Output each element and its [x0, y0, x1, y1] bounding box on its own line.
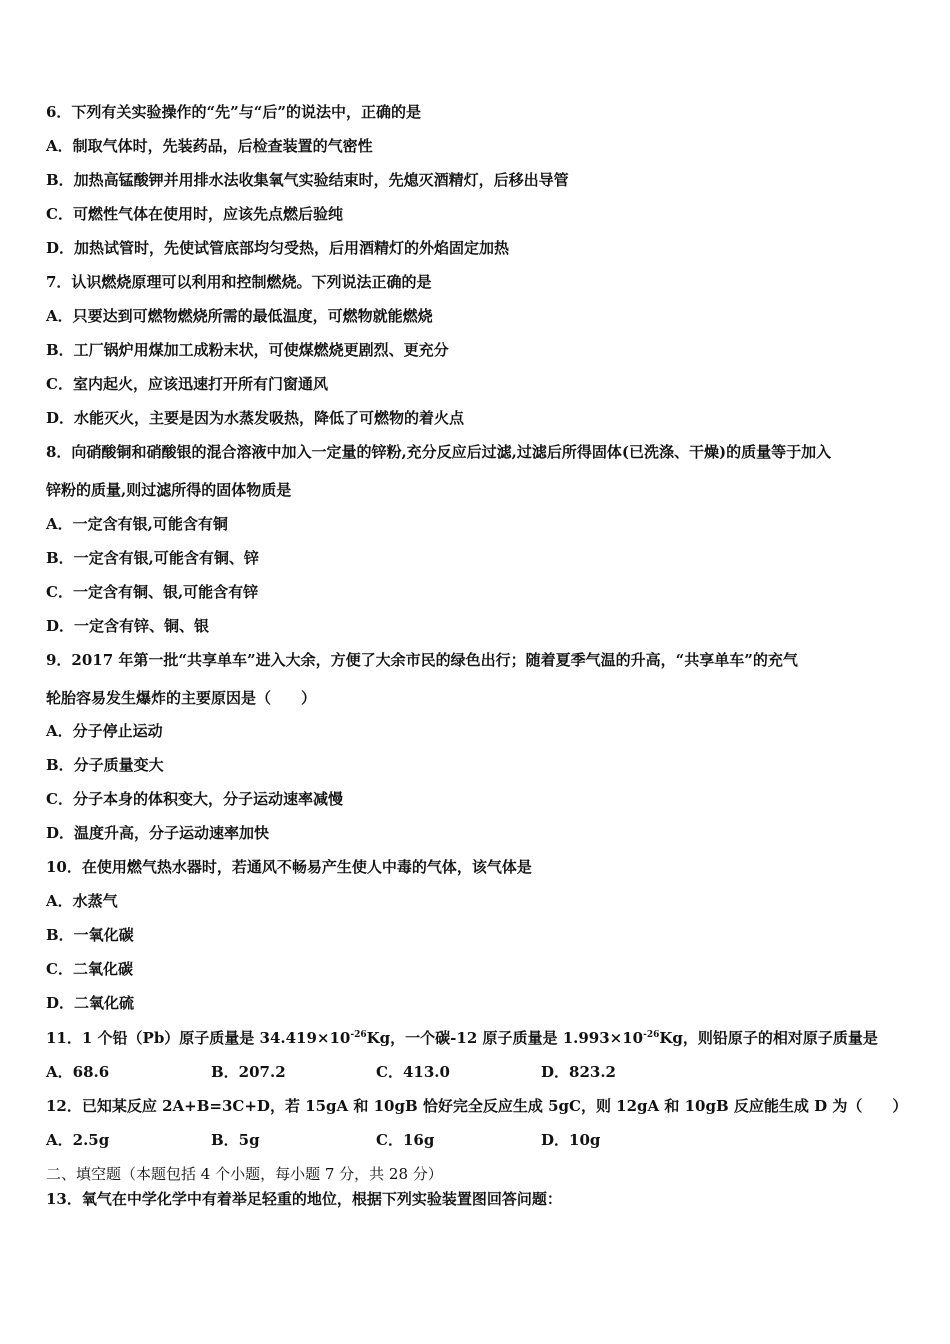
q11-option-d: D．823.2 — [541, 1063, 616, 1081]
q9-stem-line1: 9．2017 年第一批“共享单车”进入大余，方便了大余市民的绿色出行；随着夏季气温的升高，“共享单车”的充气 — [46, 651, 798, 669]
q8-option-b: B．一定含有银,可能含有铜、锌 — [46, 549, 259, 567]
q13-stem: 13．氧气在中学化学中有着举足轻重的地位，根据下列实验装置图回答问题： — [46, 1190, 562, 1208]
q11-option-b: B．207.2 — [211, 1063, 286, 1081]
q7-option-a: A．只要达到可燃物燃烧所需的最低温度，可燃物就能燃烧 — [46, 307, 433, 325]
q7-stem: 7．认识燃烧原理可以利用和控制燃烧。下列说法正确的是 — [46, 273, 432, 291]
q11-stem — [46, 1028, 878, 1048]
q11-stem-part3: Kg，则铅原子的相对原子质量是 — [659, 1029, 878, 1047]
q10-option-a: A．水蒸气 — [46, 892, 118, 910]
q6-stem: 6．下列有关实验操作的“先”与“后”的说法中，正确的是 — [46, 103, 421, 121]
q8-option-a: A．一定含有银,可能含有铜 — [46, 515, 228, 533]
q9-option-d: D．温度升高，分子运动速率加快 — [46, 824, 270, 842]
q7-option-c: C．室内起火，应该迅速打开所有门窗通风 — [46, 375, 328, 393]
q11-option-a: A．68.6 — [46, 1063, 110, 1081]
q8-stem-line2: 锌粉的质量,则过滤所得的固体物质是 — [46, 481, 292, 499]
q6-option-a: A．制取气体时，先装药品，后检查装置的气密性 — [46, 137, 373, 155]
q12-option-c: C．16g — [376, 1131, 435, 1149]
q12-option-b: B．5g — [211, 1131, 260, 1149]
q8-option-c: C．一定含有铜、银,可能含有锌 — [46, 583, 259, 601]
q10-option-d: D．二氧化硫 — [46, 994, 135, 1012]
q9-option-c: C．分子本身的体积变大，分子运动速率减慢 — [46, 790, 343, 808]
q9-option-a: A．分子停止运动 — [46, 722, 163, 740]
q11-exponent-1: -26 — [350, 1030, 367, 1040]
q8-option-d: D．一定含有锌、铜、银 — [46, 617, 210, 635]
q10-option-b: B．一氧化碳 — [46, 926, 134, 944]
q7-option-d: D．水能灭火，主要是因为水蒸发吸热，降低了可燃物的着火点 — [46, 409, 465, 427]
q12-stem: 12．已知某反应 2A+B=3C+D，若 15gA 和 10gB 恰好完全反应生成 5gC，则 12gA 和 10gB 反应能生成 D 为（ ） — [46, 1097, 908, 1115]
q6-option-c: C．可燃性气体在使用时，应该先点燃后验纯 — [46, 205, 343, 223]
q10-option-c: C．二氧化碳 — [46, 960, 133, 978]
q9-option-b: B．分子质量变大 — [46, 756, 164, 774]
q11-exponent-2: -26 — [643, 1030, 660, 1040]
q12-option-d: D．10g — [541, 1131, 601, 1149]
q8-stem-line1: 8．向硝酸铜和硝酸银的混合溶液中加入一定量的锌粉,充分反应后过滤,过滤后所得固体(已洗涤、干燥)的质量等于加入 — [46, 443, 832, 461]
q6-option-b: B．加热高锰酸钾并用排水法收集氧气实验结束时，先熄灭酒精灯，后移出导管 — [46, 171, 569, 189]
q12-option-a: A．2.5g — [46, 1131, 110, 1149]
q10-stem: 10．在使用燃气热水器时，若通风不畅易产生使人中毒的气体，该气体是 — [46, 858, 532, 876]
section-2-heading: 二、填空题（本题包括 4 个小题，每小题 7 分，共 28 分） — [46, 1165, 443, 1183]
q9-stem-line2: 轮胎容易发生爆炸的主要原因是（ ） — [46, 689, 317, 707]
q6-option-d: D．加热试管时，先使试管底部均匀受热，后用酒精灯的外焰固定加热 — [46, 239, 510, 257]
q11-stem-part2: Kg，一个碳-12 原子质量是 1.993×10 — [366, 1029, 644, 1047]
q11-option-c: C．413.0 — [376, 1063, 450, 1081]
q11-stem-part1: 11．1 个铅（Pb）原子质量是 34.419×10 — [46, 1029, 351, 1047]
q7-option-b: B．工厂锅炉用煤加工成粉末状，可使煤燃烧更剧烈、更充分 — [46, 341, 449, 359]
